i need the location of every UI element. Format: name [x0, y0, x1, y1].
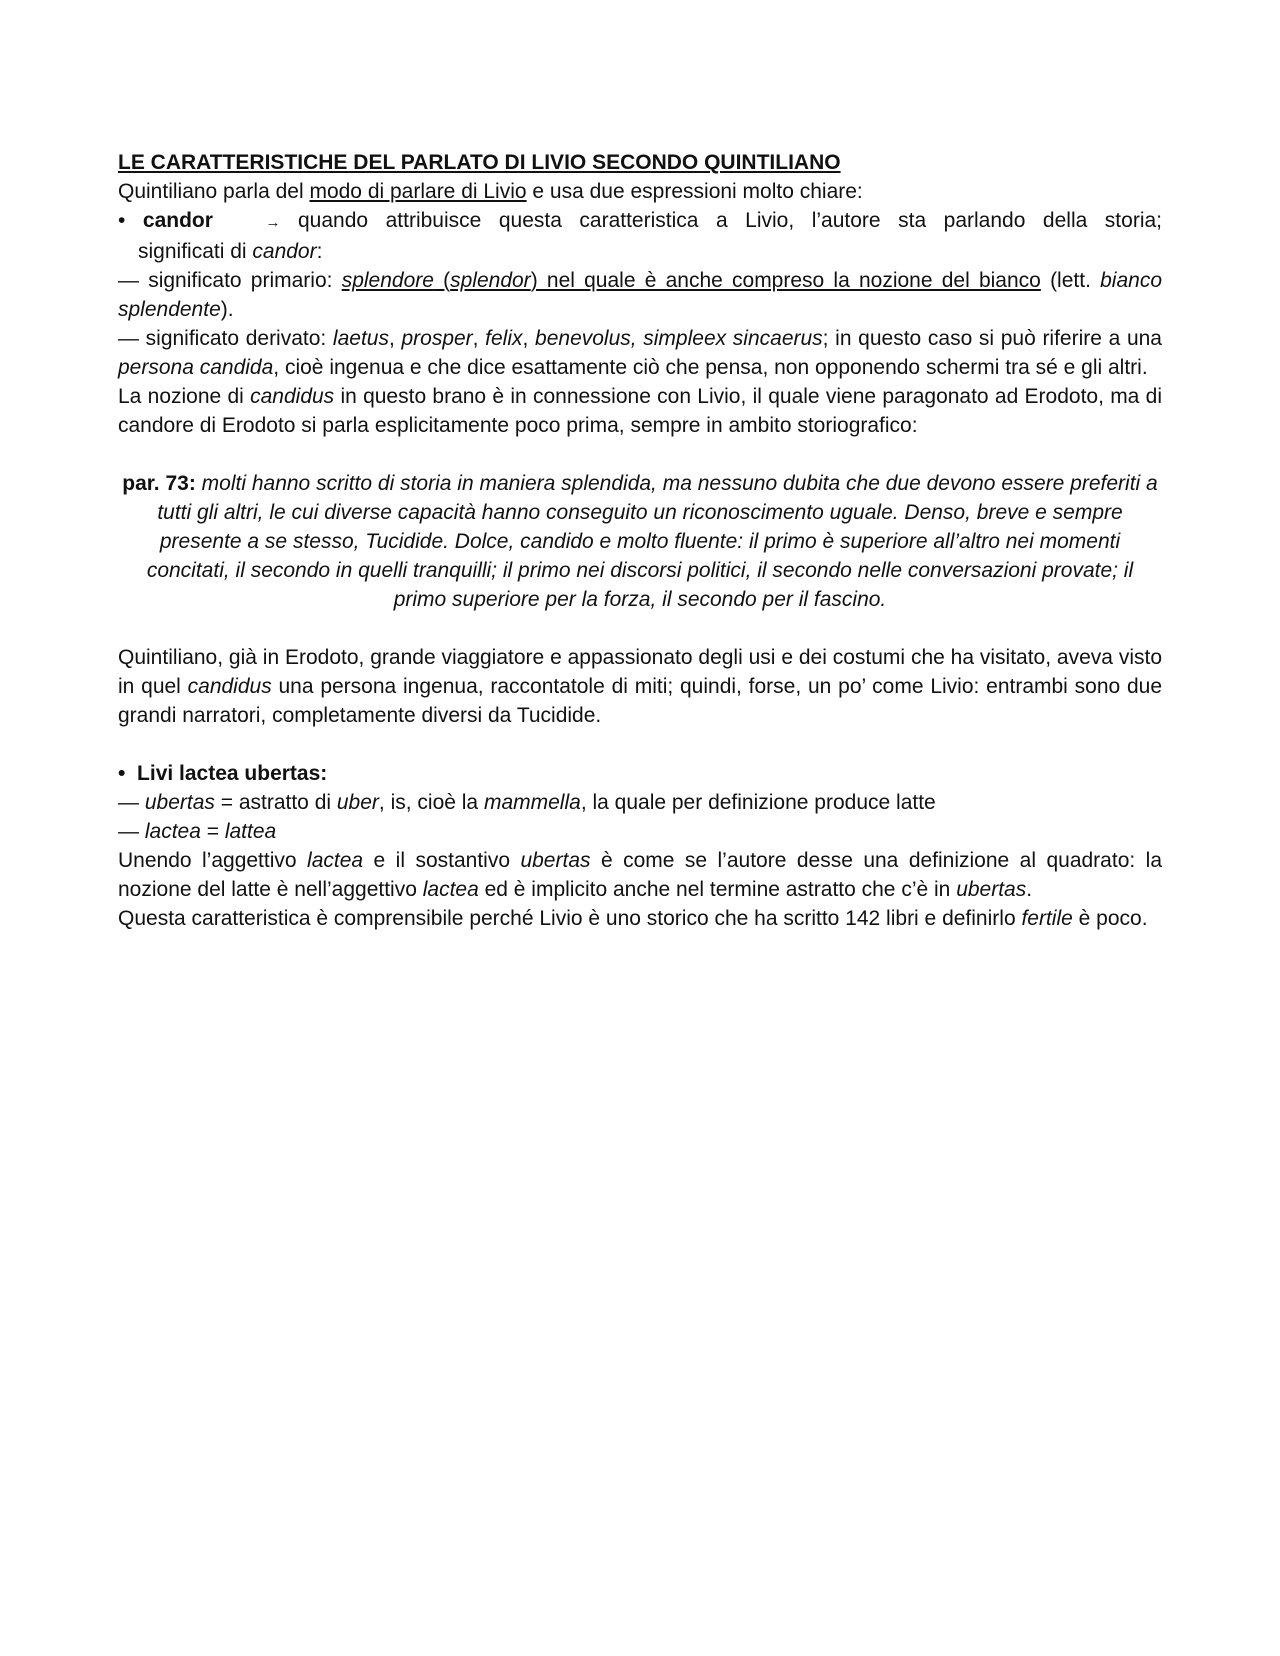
dash: — — [118, 820, 145, 843]
meanings-term: candor — [252, 240, 317, 263]
unendo-text-a: Unendo l’aggettivo — [118, 849, 308, 872]
intro-text-a: Quintiliano parla del — [118, 180, 310, 203]
lactea-term: Livi lactea ubertas: — [137, 762, 328, 785]
meanings-colon: : — [316, 240, 323, 263]
nozione-paragraph — [118, 382, 1162, 440]
uber-term: uber — [336, 791, 379, 814]
derived-text-end: , cioè ingenua e che dice esattamente ciò che pensa, non opponendo schermi tra sé e gli altri. — [273, 356, 1148, 379]
derived-sep: , — [388, 327, 402, 350]
primary-definition: ) nel quale è anche compreso la nozione del bianco — [530, 269, 1041, 292]
erodoto-italic: candidus — [187, 675, 272, 698]
unendo-text-b: e il sostantivo — [363, 849, 521, 872]
erodoto-text-a: Quintiliano, già in Erodoto, grande viaggiatore e appassionato degli usi e dei costumi che ha visitato, aveva visto in quel — [118, 646, 1162, 698]
primary-lett: (lett. — [1040, 269, 1101, 292]
lactea-term-italic: lactea — [144, 820, 201, 843]
spacer — [118, 440, 1162, 469]
mammella-term: mammella — [483, 791, 581, 814]
derived-italic: persona candida — [118, 356, 274, 379]
lactea-bullet-line — [118, 759, 1162, 788]
derived-term-felix: felix — [485, 327, 523, 350]
candor-term: candor — [142, 209, 213, 232]
ubertas-term: ubertas — [144, 791, 215, 814]
intro-underlined-phrase: modo di parlare di Livio — [309, 180, 527, 203]
ubertas-text-c: , la quale per definizione produce latte — [580, 791, 936, 814]
quote-text: molti hanno scritto di storia in maniera splendida, ma nessuno dubita che due devono essere preferiti a tutti gli altri, le cui diverse capacità hanno conseguito un riconoscimento uguale. Denso, breve e sempre presente a se stesso, Tucidide. Dolce, candido e molto fluente: il primo è superiore all’altro nei momenti concitati, il secondo in quelli tranquilli; il primo nei discorsi politici, il secondo nelle conversazioni provate; il primo superiore per la forza, il secondo per il fascino. — [146, 472, 1158, 611]
lattea-term: lattea — [224, 820, 277, 843]
nozione-text-b: in questo brano è in connessione con Livio, il quale viene paragonato ad Erodoto, ma di candore di Erodoto si parla esplicitamente poco prima, sempre in ambito storiografico: — [118, 385, 1162, 437]
nozione-text-a: La nozione di — [118, 385, 251, 408]
questa-text-a: Questa caratteristica è comprensibile perché Livio è uno storico che ha scritto 142 libri e definirlo — [118, 907, 1022, 930]
derived-sep: , — [522, 327, 536, 350]
unendo-italic-1: lactea — [307, 849, 364, 872]
questa-text-b: è poco. — [1072, 907, 1148, 930]
primary-word-splendore: splendore — [341, 269, 434, 292]
primary-label: — significato primario: — [118, 269, 342, 292]
derived-meaning-paragraph — [118, 324, 1162, 382]
ubertas-line — [118, 788, 1162, 817]
quote-label: par. 73: — [122, 472, 196, 495]
candor-meanings-line — [118, 237, 1162, 266]
document-title: LE CARATTERISTICHE DEL PARLATO DI LIVIO SECONDO QUINTILIANO — [118, 151, 841, 174]
intro-text-b: e usa due espressioni molto chiare: — [526, 180, 863, 203]
document-page — [118, 148, 1162, 933]
arrow-right-icon: → — [265, 214, 281, 231]
intro-paragraph — [118, 177, 1162, 206]
derived-term-benevolus: benevolus, simpleex sincaerus — [535, 327, 823, 350]
unendo-italic-4: ubertas — [956, 878, 1027, 901]
unendo-text-c: è come se l’autore desse una definizione al quadrato: la nozione del latte è nell’aggettivo — [118, 849, 1163, 901]
primary-word-splendor: splendor — [450, 269, 531, 292]
derived-term-prosper: prosper — [401, 327, 473, 350]
primary-paren-open: ( — [433, 269, 451, 292]
unendo-italic-3: lactea — [422, 878, 479, 901]
lactea-line — [118, 817, 1162, 846]
primary-close: ). — [220, 298, 234, 321]
dash: — — [118, 791, 145, 814]
ubertas-text-a: = astratto di — [214, 791, 337, 814]
spacer — [118, 730, 1162, 759]
questa-italic: fertile — [1021, 907, 1073, 930]
spacer — [118, 614, 1162, 643]
derived-label: — significato derivato: — [118, 327, 333, 350]
quote-paragraph — [118, 469, 1162, 614]
primary-italic: bianco splendente — [118, 269, 1163, 321]
erodoto-text-b: una persona ingenua, raccontatole di miti; quindi, forse, un po’ come Livio: entrambi sono due grandi narratori, completamente diversi da Tucidide. — [118, 675, 1163, 727]
meanings-text: significati di — [138, 240, 253, 263]
unendo-paragraph — [118, 846, 1162, 904]
unendo-italic-2: ubertas — [520, 849, 591, 872]
equals: = — [200, 820, 225, 843]
unendo-text-d: ed è implicito anche nel termine astratto che c’è in — [478, 878, 957, 901]
ubertas-text-b: , is, cioè la — [378, 791, 484, 814]
erodoto-paragraph — [118, 643, 1162, 730]
derived-term-laetus: laetus — [332, 327, 389, 350]
derived-sep: , — [472, 327, 486, 350]
primary-meaning-paragraph — [118, 266, 1162, 324]
unendo-text-e: . — [1026, 878, 1033, 901]
bullet-icon: • — [118, 209, 126, 232]
bullet-icon: • — [118, 762, 126, 785]
candor-bullet-line — [118, 206, 1162, 237]
primary-underlined — [342, 269, 1041, 292]
questa-paragraph — [118, 904, 1162, 933]
nozione-italic: candidus — [250, 385, 335, 408]
derived-text: ; in questo caso si può riferire a una — [822, 327, 1162, 350]
candor-bullet-text: quando attribuisce questa caratteristica a Livio, l’autore sta parlando della storia; — [280, 209, 1162, 232]
